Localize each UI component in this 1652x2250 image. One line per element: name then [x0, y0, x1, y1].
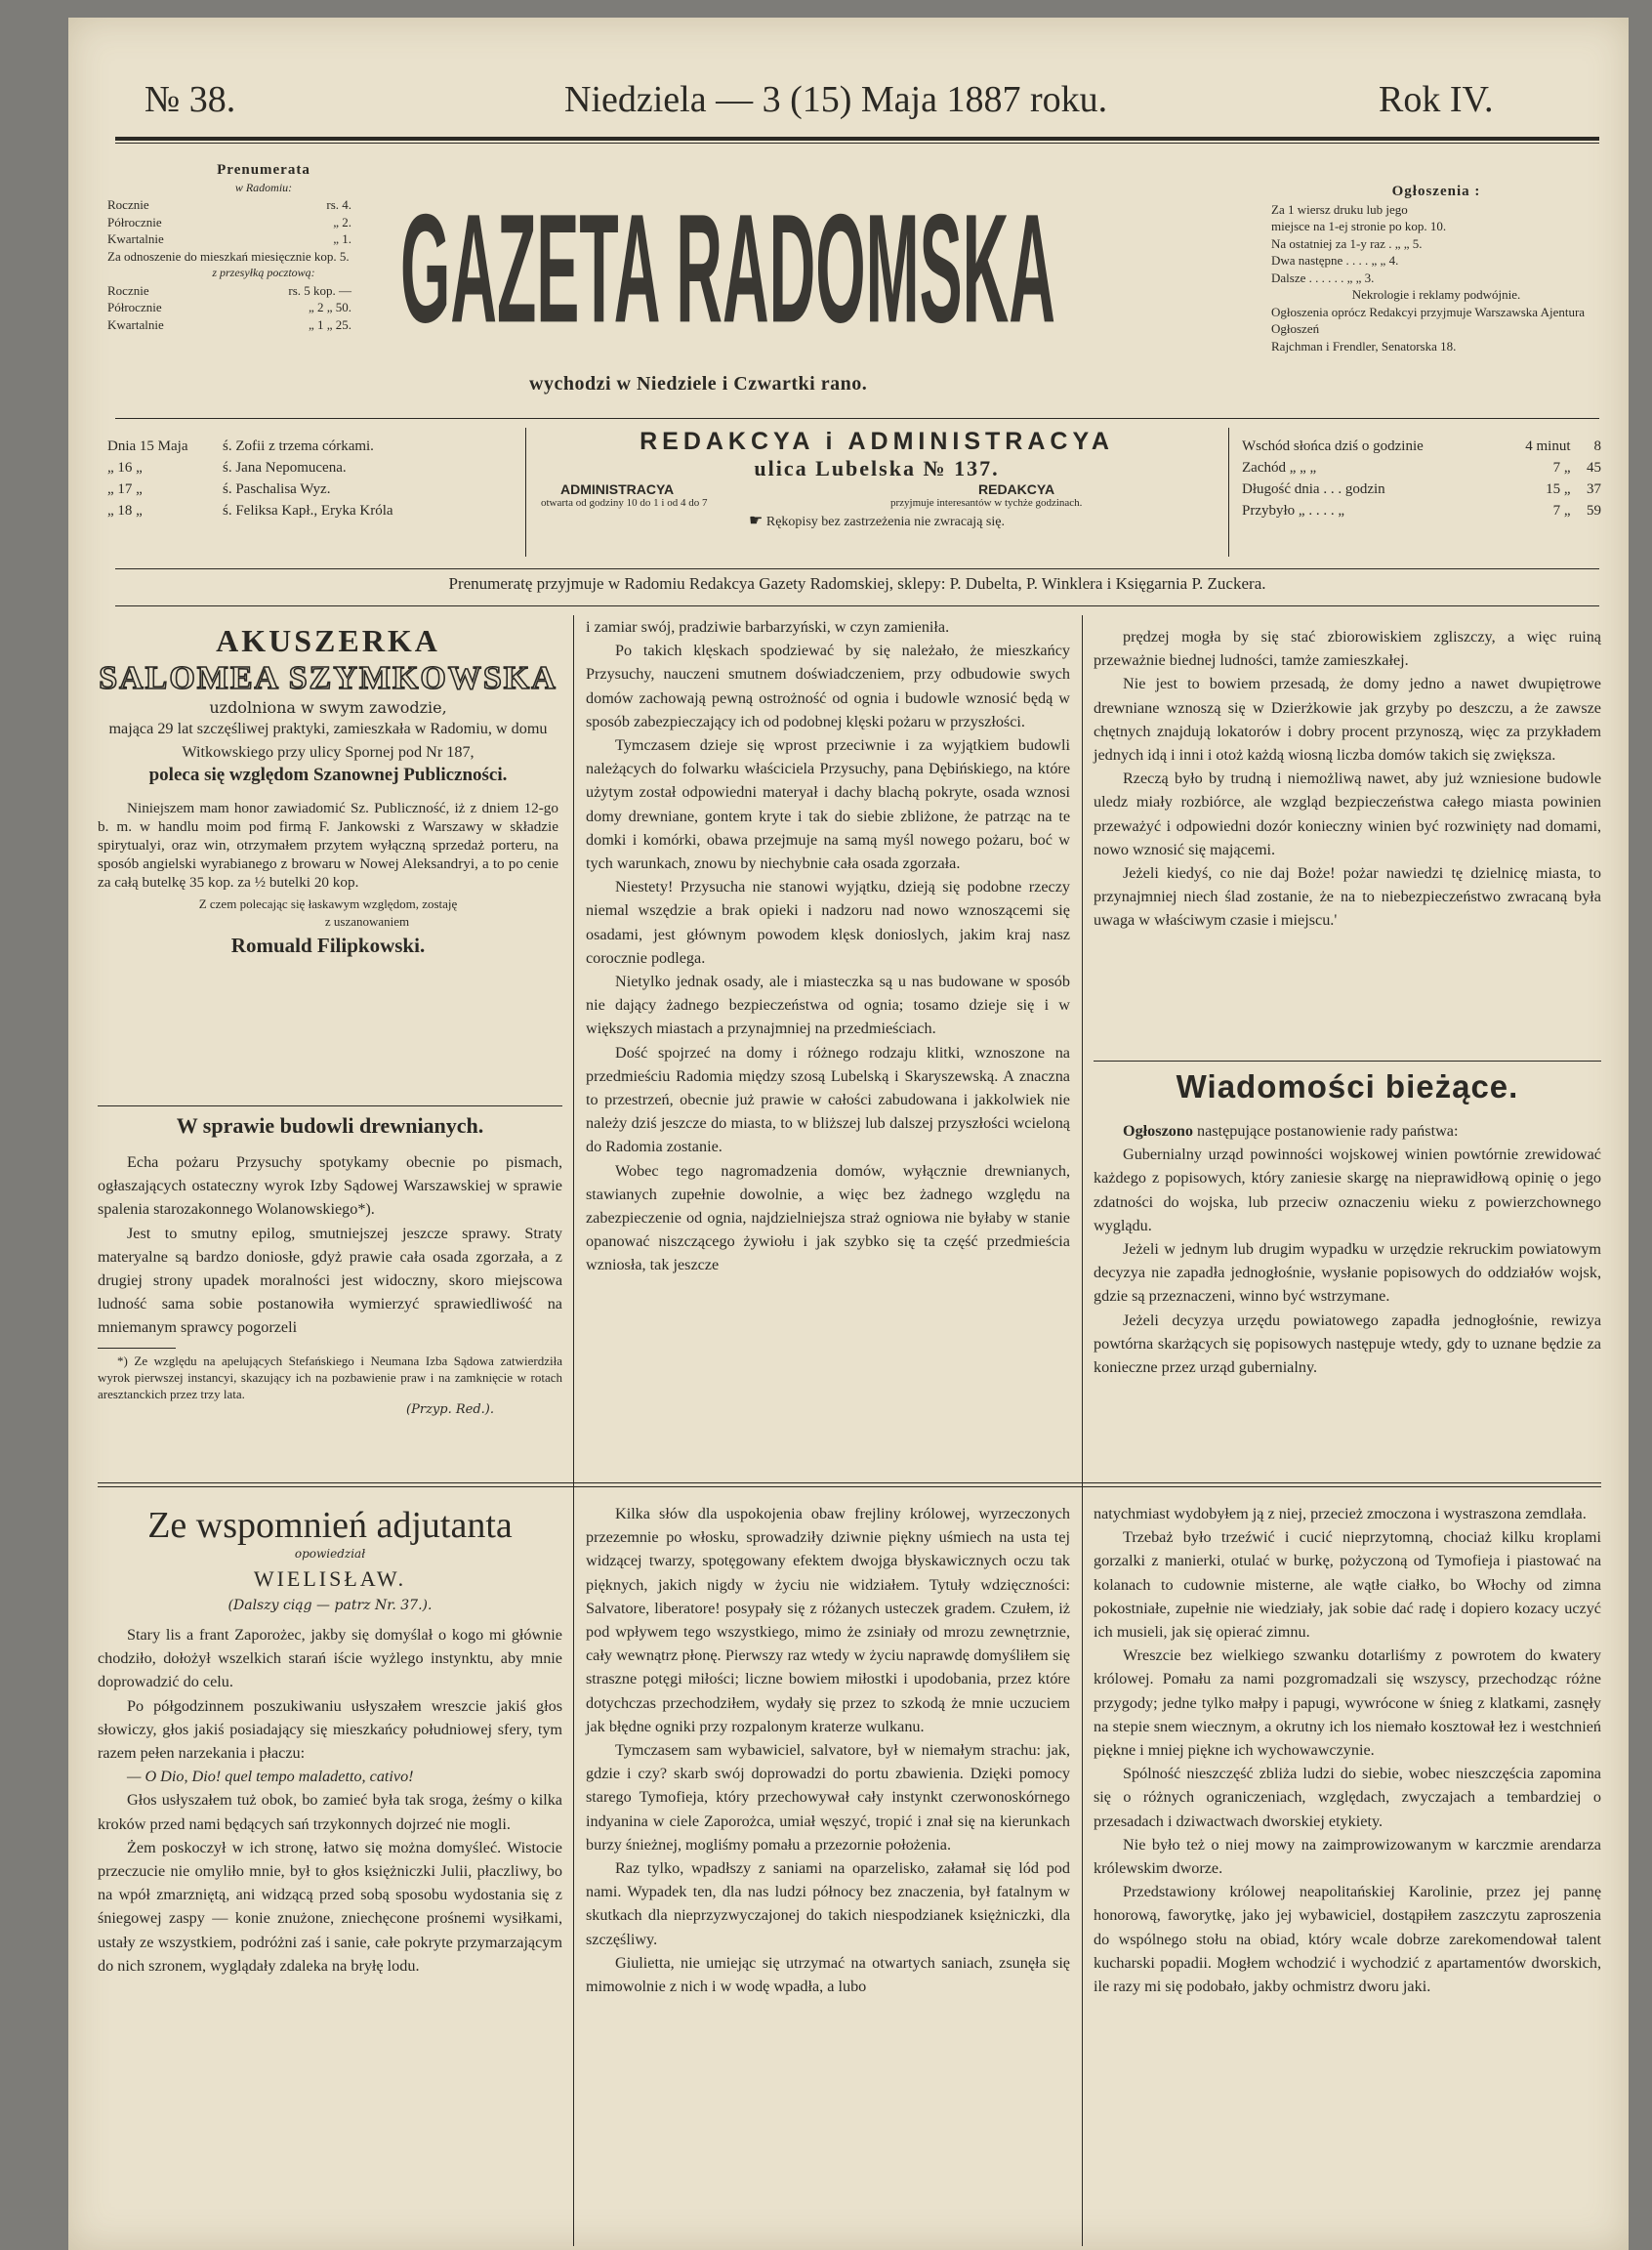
article-paragraph: Jeżeli kiedyś, co nie daj Boże! pożar nawiedzi tę dzielnicę miasta, to przynajmniej niech ślad zostanie, że na to niebezpieczeństwo zwracaną była uwaga w właściwym czasie i miejscu.'	[1094, 864, 1601, 930]
calendar-saint: ś. Feliksa Kapł., Eryka Króla	[223, 503, 393, 519]
ad-title: AKUSZERKA	[216, 623, 440, 658]
news-section	[1094, 1068, 1601, 1379]
sun-row	[1242, 500, 1601, 521]
article-paragraph: i zamiar swój, pradziwie barbarzyński, w czyn zamieniła.	[586, 618, 950, 636]
red-text: przyjmuje interesantów w tychże godzinach.	[890, 497, 1083, 509]
sun-label: Długość dnia . . . godzin	[1242, 481, 1385, 497]
prenumerata-value: rs. 4.	[326, 197, 351, 212]
news-paragraph: Gubernialny urząd powinności wojskowej winien powtórnie zrewidować każdego z popisowych, który zaniesie skargę na nieprawidłową opinię o jego zdatności do wojska, lub przeciw oznaczeniu wieku z powierzchownego wyglądu.	[1094, 1146, 1601, 1234]
ad-signature: Romuald Filipkowski.	[230, 934, 426, 958]
article-paragraph: prędzej mogła by się stać zbiorowiskiem zgliszczy, a więc ruiną przeważnie biednej ludności, tamże zamieszkałej.	[1094, 628, 1601, 670]
sun-value-a: 4 minut	[1525, 438, 1571, 454]
feuilleton-paragraph: Stary lis a frant Zaporożec, jakby się domyślał o kogo mi głównie chodziło, dołożył wszelkich starań iście wyżlego instynktu, aby mnie doprowadzić do celu.	[98, 1626, 562, 1691]
feuilleton-col3	[1094, 1502, 1601, 1998]
article-budowle	[98, 1113, 562, 1417]
calendar-row	[107, 436, 517, 457]
sun-label: Zachód „ „ „	[1242, 460, 1317, 476]
feuilleton-paragraph: — O Dio, Dio! quel tempo maladetto, cativo!	[127, 1768, 414, 1786]
article-paragraph: Wobec tego nagromadzenia domów, wyłącznie drewnianych, stawianych zupełnie dowolnie, a więc bez żadnego względu na zabezpieczenie od ognia, najdzielniejsza straż ogniowa nie byłaby w stanie opanować niszczącego żywiołu i jak szybko się ta część przedmieścia wzniosła, tak jeszcze	[586, 1161, 1070, 1274]
ad-line1: uzdolniona w swym zawodzie,	[209, 698, 447, 717]
prenumerata-row	[107, 282, 420, 300]
sun-value-b: 59	[1587, 503, 1601, 519]
prenumerata-label: Kwartalnie	[107, 316, 164, 332]
ad-name: SALOMEA SZYMKOWSKA	[99, 660, 558, 696]
sub-rule-2	[115, 605, 1599, 606]
ogloszenia-lines	[1271, 201, 1601, 355]
feuilleton-paragraph: Kilka słów dla uspokojenia obaw frejliny królowej, wyrzeczonych przezemnie po włosku, sprowadziły dziwnie piękny uśmiech na usta tej widzącej twarzy, spotęgowany efektem dwojga błyskawicznych oczu tak pięknych, jakich nigdy w życiu nie widziałem. Tytuły wdzięczności: Salvatore, liberatore! posypały się z różanych usteczek gradem. Czułem, iż pod wpływem tego wszystkiego, mimo że zsiniały od mrozu zewnętrznie, cały wewnątrz płonę. Pierwszy raz wtedy w życiu naprawdę domyśliłem się straszne potęgi miłości; liczne bowiem miłostki i upodobania, przez które dotychczas przechodziłem, wydały się przez to szkodą że mnie uczuciem jak błędne ogniki przy rozpalonym kraterze wulkanu.	[586, 1505, 1070, 1735]
feuilleton-col3-body	[1094, 1502, 1601, 1998]
article-footnote: *) Ze względu na apelujących Stefańskiego i Neumana Izba Sądowa zatwierdziła wyrok pierwszej instancyi, skazujący ich na pozbawienie praw i na zamknięcie w rotach aresztanckich przez trzy lata.	[98, 1353, 562, 1401]
adm-text: otwarta od godziny 10 do 1 i od 4 do 7	[541, 497, 708, 509]
sub-rule	[115, 568, 1599, 569]
red-label: REDAKCYA	[978, 481, 1055, 497]
article-paragraph: Dość spojrzeć na domy i różnego rodzaju klitki, wznoszone na przedmieściu Radomia między szosą Lubelską i Skaryszewską. A znaczna to przestrzeń, obecnie już prawie w całości zabudowana i jakkolwiek nie należy dziś jeszcze do miasta, to w bliższej lub dalszej przyszłości wcieloną do Radomia zostanie.	[586, 1043, 1070, 1156]
sun-divider	[1228, 428, 1229, 557]
prenumerata-value: „ 2 „ 50.	[308, 300, 351, 314]
article-paragraph: Jest to smutny epilog, smutniejszej jeszcze sprawy. Straty materyalne są bardzo doniosłe, gdyż prawie cała osada zgorzała, a z drugiej strony upadek moralności jest widoczny, skoro miejscowa ludność sama sobie postanowiła wymierzyć sprawiedliwość na mniemanym sprawcy pogorzeli	[98, 1224, 562, 1337]
news-lead: Ogłoszono	[1123, 1122, 1193, 1140]
feuilleton-paragraph: Trzebaż było trzeźwić i cucić nieprzytomną, chociaż kilku kroplami gorzalki z manierki, otulać w burkę, pożyczoną od Tymofieja i piastować na kolanach to cudownie misterne, ale wątłe ciałko, bo Włochy od zimna pokostniałe, zupełnie nie wiedziały, jak sobie dać radę i dopiero kozacy uczyć ich musieli, jak się opierać zimnu.	[1094, 1528, 1601, 1642]
prenumerata-value: „ 1 „ 25.	[308, 316, 351, 332]
prenumerata-row	[107, 214, 420, 231]
prenumerata-heading: Prenumerata	[217, 162, 310, 178]
ogloszenia-line: Dalsze . . . . . . „ „ 3.	[1271, 270, 1375, 285]
mid-rule	[115, 418, 1599, 419]
ad-closing2: z uszanowaniem	[324, 913, 410, 929]
feuilleton-by: opowiedział	[294, 1547, 366, 1561]
subscription-line: Prenumeratę przyjmuje w Radomiu Redakcya Gazety Radomskiej, sklepy: P. Dubelta, P. Winklera i Księgarnia P. Zuckera.	[448, 574, 1266, 593]
prenumerata-value: „ 1.	[333, 231, 351, 246]
ad-bold: poleca się względom Szanownej Publiczności.	[148, 765, 508, 786]
issue-date: Niedziela — 3 (15) Maja 1887 roku.	[564, 79, 1108, 120]
sun-value-a: 7 „	[1552, 503, 1571, 519]
feuilleton-paragraph: Po półgodzinnem poszukiwaniu usłyszałem wreszcie jakiś głos słowiczy, głos jakiś posiadający się mieszkańcy południowej sfery, tym razem pełen narzekania i płaczu:	[98, 1696, 562, 1763]
feuilleton-cont: (Dalszy ciąg — patrz Nr. 37.).	[227, 1598, 433, 1613]
prenumerata-box	[107, 162, 420, 333]
calendar-day: „ 16 „	[107, 460, 143, 476]
feuilleton-rule-2	[98, 1486, 1601, 1487]
article-paragraph: Echa pożaru Przysuchy spotykamy obecnie po pismach, ogłaszających ostateczny wyrok Izby Sądowej Warszawskiej w sprawie spalenia starozakonnego Wolanowskiego*).	[98, 1153, 562, 1219]
feuilleton-col1	[98, 1504, 562, 1978]
ogloszenia-line: Za 1 wiersz druku lub jego	[1271, 201, 1408, 217]
prenumerata-row	[107, 299, 420, 316]
ogloszenia-box	[1271, 184, 1601, 354]
feuilleton-paragraph: Raz tylko, wpadłszy z saniami na oparzelisko, załamał się lód pod nami. Wypadek ten, dla nas ludzi północy bez znaczenia, był fatalnym w skutkach dla nieprzyzwyczajonej do takich niespodzianek księżniczki, dla szczęśliwy.	[586, 1859, 1070, 1948]
article-paragraph: Tymczasem dzieje się wprost przeciwnie i za wyjątkiem budowli należących do folwarku właściciela Przysuchy, pana Dębińskiego, na które użytym został odpowiedni materyał i dachy blachą pokryte, osada wznosi domy drewniane, gontem kryte i tak do siebie zbliżone, że patrząc na te domki i komórki, obawa przejmuje na samą myśl nowego pożaru, boć w tych warunkach, znowu by niechybnie cała osada zgorzała.	[586, 736, 1070, 873]
prenumerata-label: Półrocznie	[107, 214, 162, 229]
adm-label: ADMINISTRACYA	[560, 481, 675, 497]
calendar-row	[107, 500, 517, 521]
feuilleton-paragraph: Głos usłyszałem tuż obok, bo zamieć była tak sroga, żeśmy o kilka kroków przed nami będących sań trzykonnych dojrzeć nie mogli.	[98, 1791, 562, 1833]
ad-closing1: Z czem polecając się łaskawym względom, zostaję	[198, 896, 458, 912]
news-lead-para	[1094, 1119, 1601, 1143]
article-paragraph: Po takich klęskach spodziewać by się należało, że mieszkańcy Przysuchy, nauczeni smutnem doświadczeniem, przy odbudowie swych domów zachowają pewną ostrożność od ognia i budowle wznosić będą w sposób zabezpieczający ich od podobnej klęski pożaru w przyszłości.	[586, 642, 1070, 730]
article-paragraph: Nie jest to bowiem przesadą, że domy jedno a nawet dwupiętrowe drewniane wznoszą się w Dzierżkowie jak grzyby po deszczu, a że zawsze chętnych znajdują lokatorów i dobry procent przynoszą, więc za przykładem jednych idą i inni i otoż każdą wiosną liczba domów takich się zwiększa.	[1094, 675, 1601, 765]
feuilleton-paragraph: Spólność nieszczęść zbliża ludzi do siebie, wobec nieszczęścia zapomina się o różnych ograniczeniach, względach, zwyczajach a tembardziej o przesadach i dziwactwach dworskiej etykiety.	[1094, 1765, 1601, 1830]
article-budowle-body	[98, 1150, 562, 1340]
prenumerata-label: Kwartalnie	[107, 231, 164, 246]
calendar-day: „ 17 „	[107, 481, 143, 497]
sun-row	[1242, 436, 1601, 457]
column3-top-body	[1094, 625, 1601, 933]
advertisement	[98, 623, 558, 958]
ogloszenia-line: Dwa następne . . . . „ „ 4.	[1271, 253, 1399, 268]
article-footnote-sig: (Przyp. Red.).	[406, 1401, 494, 1417]
column2-top	[586, 615, 1070, 1277]
masthead-title: GAZETA RADOMSKA	[400, 181, 1055, 354]
prenumerata-label: Rocznie	[107, 282, 149, 298]
redakcja-address: ulica Lubelska № 137.	[754, 456, 1000, 480]
prenumerata-sub1: w Radomiu:	[234, 180, 293, 194]
prenumerata-label: Półrocznie	[107, 300, 162, 314]
newspaper-page	[68, 18, 1629, 2250]
sun-label: Przybyło „ . . . . „	[1242, 503, 1344, 519]
prenumerata-row	[107, 196, 420, 214]
column-rule-2	[1082, 615, 1083, 2246]
feuilleton-rule	[98, 1482, 1601, 1483]
article-paragraph: Niestety! Przysucha nie stanowi wyjątku, dzieją się podobne rzeczy niemal wszędzie a brak opieki i nadzoru nad nowo wznoszącemi się osadami, jest głównym powodem klęsk donioslych, jakim kraj nasz corocznie podlega.	[586, 878, 1070, 967]
calendar	[107, 436, 517, 521]
calendar-divider	[525, 428, 526, 557]
calendar-row	[107, 479, 517, 500]
sun-box	[1242, 436, 1601, 521]
top-rule	[115, 137, 1599, 141]
ad-body: mająca 29 lat szczęśliwej praktyki, zamieszkała w Radomiu, w domu Witkowskiego przy ulicy Spornej pod Nr 187,	[108, 720, 548, 762]
calendar-saint: ś. Jana Nepomucena.	[223, 460, 347, 476]
sun-table	[1242, 436, 1601, 521]
ogloszenia-line: Rajchman i Frendler, Senatorska 18.	[1271, 338, 1457, 354]
ogloszenia-line: Nekrologie i reklamy podwójnie.	[1351, 287, 1521, 302]
feuilleton-col1-body	[98, 1623, 562, 1978]
calendar-row	[107, 457, 517, 479]
sun-value-b: 8	[1593, 438, 1601, 454]
feuilleton-title: Ze wspomnień adjutanta	[147, 1505, 513, 1546]
hand-pointer-icon: ☛	[749, 513, 764, 529]
ogloszenia-line: Na ostatniej za 1-y raz . „ „ 5.	[1271, 235, 1423, 251]
prenumerata-rows1	[107, 196, 420, 248]
sun-label: Wschód słońca dziś o godzinie	[1242, 438, 1424, 454]
feuilleton-paragraph: Tymczasem sam wybawiciel, salvatore, był w niemałym strachu: jak, gdzie i czy? skarb swój doprowadzi do portu zbawienia. Dzięki pomocy starego Tymofieja, który przechowywał cały instynkt czerwonoskórnego indyanina w ciele Zaporożca, umiał węszyć, tropić i znał się na kierunkach burzy śnieżnej, mogliśmy pomału a przezornie położenia.	[586, 1741, 1070, 1854]
article-paragraph: Rzeczą było by trudną i niemożliwą nawet, aby już wzniesione budowle uledz miały rozbiórce, ale wzgląd bezpieczeństwa całego miasta powinien przeważyć i odpowiedni dozór konieczny winien być rozwinięty nad domami, nowo wznosić się mającemi.	[1094, 770, 1601, 858]
news-para-0: następujące postanowienie rady państwa:	[1197, 1122, 1459, 1140]
prenumerata-value: „ 2.	[333, 214, 351, 229]
feuilleton-paragraph: Żem poskoczył w ich stronę, łatwo się można domyśleć. Wistocie przeczucie nie omyliło mnie, był to głos księżniczki Julii, płaczliwy, bo na wpół zmarzniętą, ani widzącą przed sobą sposobu wydostania się z śniegowej zaspy — konie znużone, zniechęcone prośnemi wysiłkami, ustały ze wszystkiem, podróżni zaś i sanie, całe pokryte przymarzającym do nich szronem, wyglądały zdaleka na bryłę lodu.	[98, 1838, 562, 1975]
feuilleton-paragraph: Wreszcie bez wielkiego szwanku dotarliśmy z powrotem do kwatery królowej. Pomału za nami pozgromadzali się wszyscy, przechodząc różne przygody; jedne tylko małpy i papugi, wywrócone w śnieg z klatkami, zasnęły na stepie snem wiecznym, a okrutny ich los niemało kosztował łez i westchnień piękne i mniej piękne ich wychowawczynie.	[1094, 1646, 1601, 1760]
feuilleton-col2	[586, 1502, 1070, 1998]
prenumerata-delivery: Za odnoszenie do mieszkań miesięcznie kop. 5.	[107, 248, 350, 264]
masthead-subtitle: wychodzi w Niedziele i Czwartki rano.	[529, 373, 868, 395]
issue-number: № 38.	[145, 79, 236, 120]
prenumerata-rows2	[107, 282, 420, 334]
prenumerata-label: Rocznie	[107, 197, 149, 212]
prenumerata-row	[107, 316, 420, 334]
calendar-day: Dnia 15 Maja	[107, 438, 188, 454]
article-paragraph: Nietylko jednak osady, ale i miasteczka są u nas budowane w sposób nie dający żadnego bezpieczeństwa od ognia; tosamo dzieje się i w większych miastach a przynajmniej na przedmieściach.	[586, 973, 1070, 1038]
ad-rule	[98, 1105, 562, 1106]
prenumerata-value: rs. 5 kop. —	[288, 282, 351, 298]
redakcja-note: Rękopisy bez zastrzeżenia nie zwracają się.	[765, 515, 1005, 529]
top-rule-thin	[115, 143, 1599, 144]
column3-top	[1094, 625, 1601, 933]
prenumerata-sub2: z przesyłką pocztową:	[212, 266, 315, 279]
article-budowle-title: W sprawie budowli drewnianych.	[176, 1113, 484, 1138]
feuilleton-paragraph: Przedstawiony królowej neapolitańskiej Karolinie, przez jej pannę honorową, faworytkę, jako jej wybawiciel, dostąpiłem zaszczytu zaproszenia do wspólnego stołu na obiad, który wcale dobrze zarekomendował talent kucharski popadii. Mogłem wchodzić i wychodzić z apartamentów dworskich, ile razy mi się podobało, jakby ochmistrz dworu jaki.	[1094, 1883, 1601, 1996]
feuilleton-paragraph: natychmiast wydobyłem ją z niej, przecież zmoczona i wystraszona zemdlała.	[1094, 1505, 1587, 1522]
calendar-saint: ś. Paschalisa Wyz.	[223, 481, 331, 497]
news-title: Wiadomości bieżące.	[1176, 1068, 1519, 1104]
redakcja-box	[535, 428, 1218, 530]
column2-top-body	[586, 615, 1070, 1277]
column-rule-1	[573, 615, 574, 2246]
ad-notice: Niniejszem mam honor zawiadomić Sz. Publiczność, iż z dniem 12-go b. m. w handlu moim pod firmą F. Jankowski z Warszawy w składzie spirytualyi, oraz win, otrzymałem przytem wyłączną sprzedaż porteru, na sposób angielski wyrabianego z browaru w Nowej Aleksandryi, a to po cenie za całą butelkę 35 kop. za ½ butelki 20 kop.	[98, 800, 558, 892]
feuilleton-paragraph: Nie było też o niej mowy na zaimprowizowanym w karczmie arendarza królewskim dworze.	[1094, 1835, 1601, 1878]
news-paragraph: Jeżeli decyzya urzędu powiatowego zapadła jednogłośnie, rewizya powtórna skarżących się popisowych następuje wtedy, gdy to uznane będzie za konieczne przez urząd gubernialny.	[1094, 1311, 1601, 1377]
ogloszenia-line: miejsce na 1-ej stronie po kop. 10.	[1271, 219, 1447, 233]
news-body	[1094, 1143, 1601, 1379]
sun-row	[1242, 479, 1601, 500]
sun-row	[1242, 457, 1601, 479]
feuilleton-col2-body	[586, 1502, 1070, 1998]
sun-value-b: 45	[1587, 460, 1601, 476]
feuilleton-author: WIELISŁAW.	[253, 1566, 407, 1591]
ogloszenia-line: Ogłoszenia oprócz Redakcyi przyjmuje Warszawska Ajentura Ogłoszeń	[1271, 304, 1586, 336]
issue-year: Rok IV.	[1379, 79, 1494, 120]
prenumerata-row	[107, 230, 420, 248]
redakcja-note-line	[535, 511, 1218, 530]
calendar-table	[107, 436, 517, 521]
ogloszenia-heading: Ogłoszenia :	[1391, 184, 1481, 199]
feuilleton-paragraph: Giulietta, nie umiejąc się utrzymać na otwartych saniach, zsunęła się mimowolnie z nich i w wodę wpadła, a lubo	[586, 1953, 1070, 1996]
news-paragraph: Jeżeli w jednym lub drugim wypadku w urzędzie rekruckim powiatowym decyzya nie zapadła jednogłośnie, wysłanie popisowych do oddziałów wojsk, gdzie są przeznaczeni, winno być wstrzymane.	[1094, 1240, 1601, 1306]
sun-value-a: 7 „	[1552, 460, 1571, 476]
sun-value-b: 37	[1587, 481, 1601, 497]
col3-rule	[1094, 1061, 1601, 1062]
redakcja-heading: REDAKCYA i ADMINISTRACYA	[640, 428, 1114, 455]
calendar-saint: ś. Zofii z trzema córkami.	[223, 438, 374, 454]
sun-value-a: 15 „	[1546, 481, 1571, 497]
calendar-day: „ 18 „	[107, 503, 143, 519]
